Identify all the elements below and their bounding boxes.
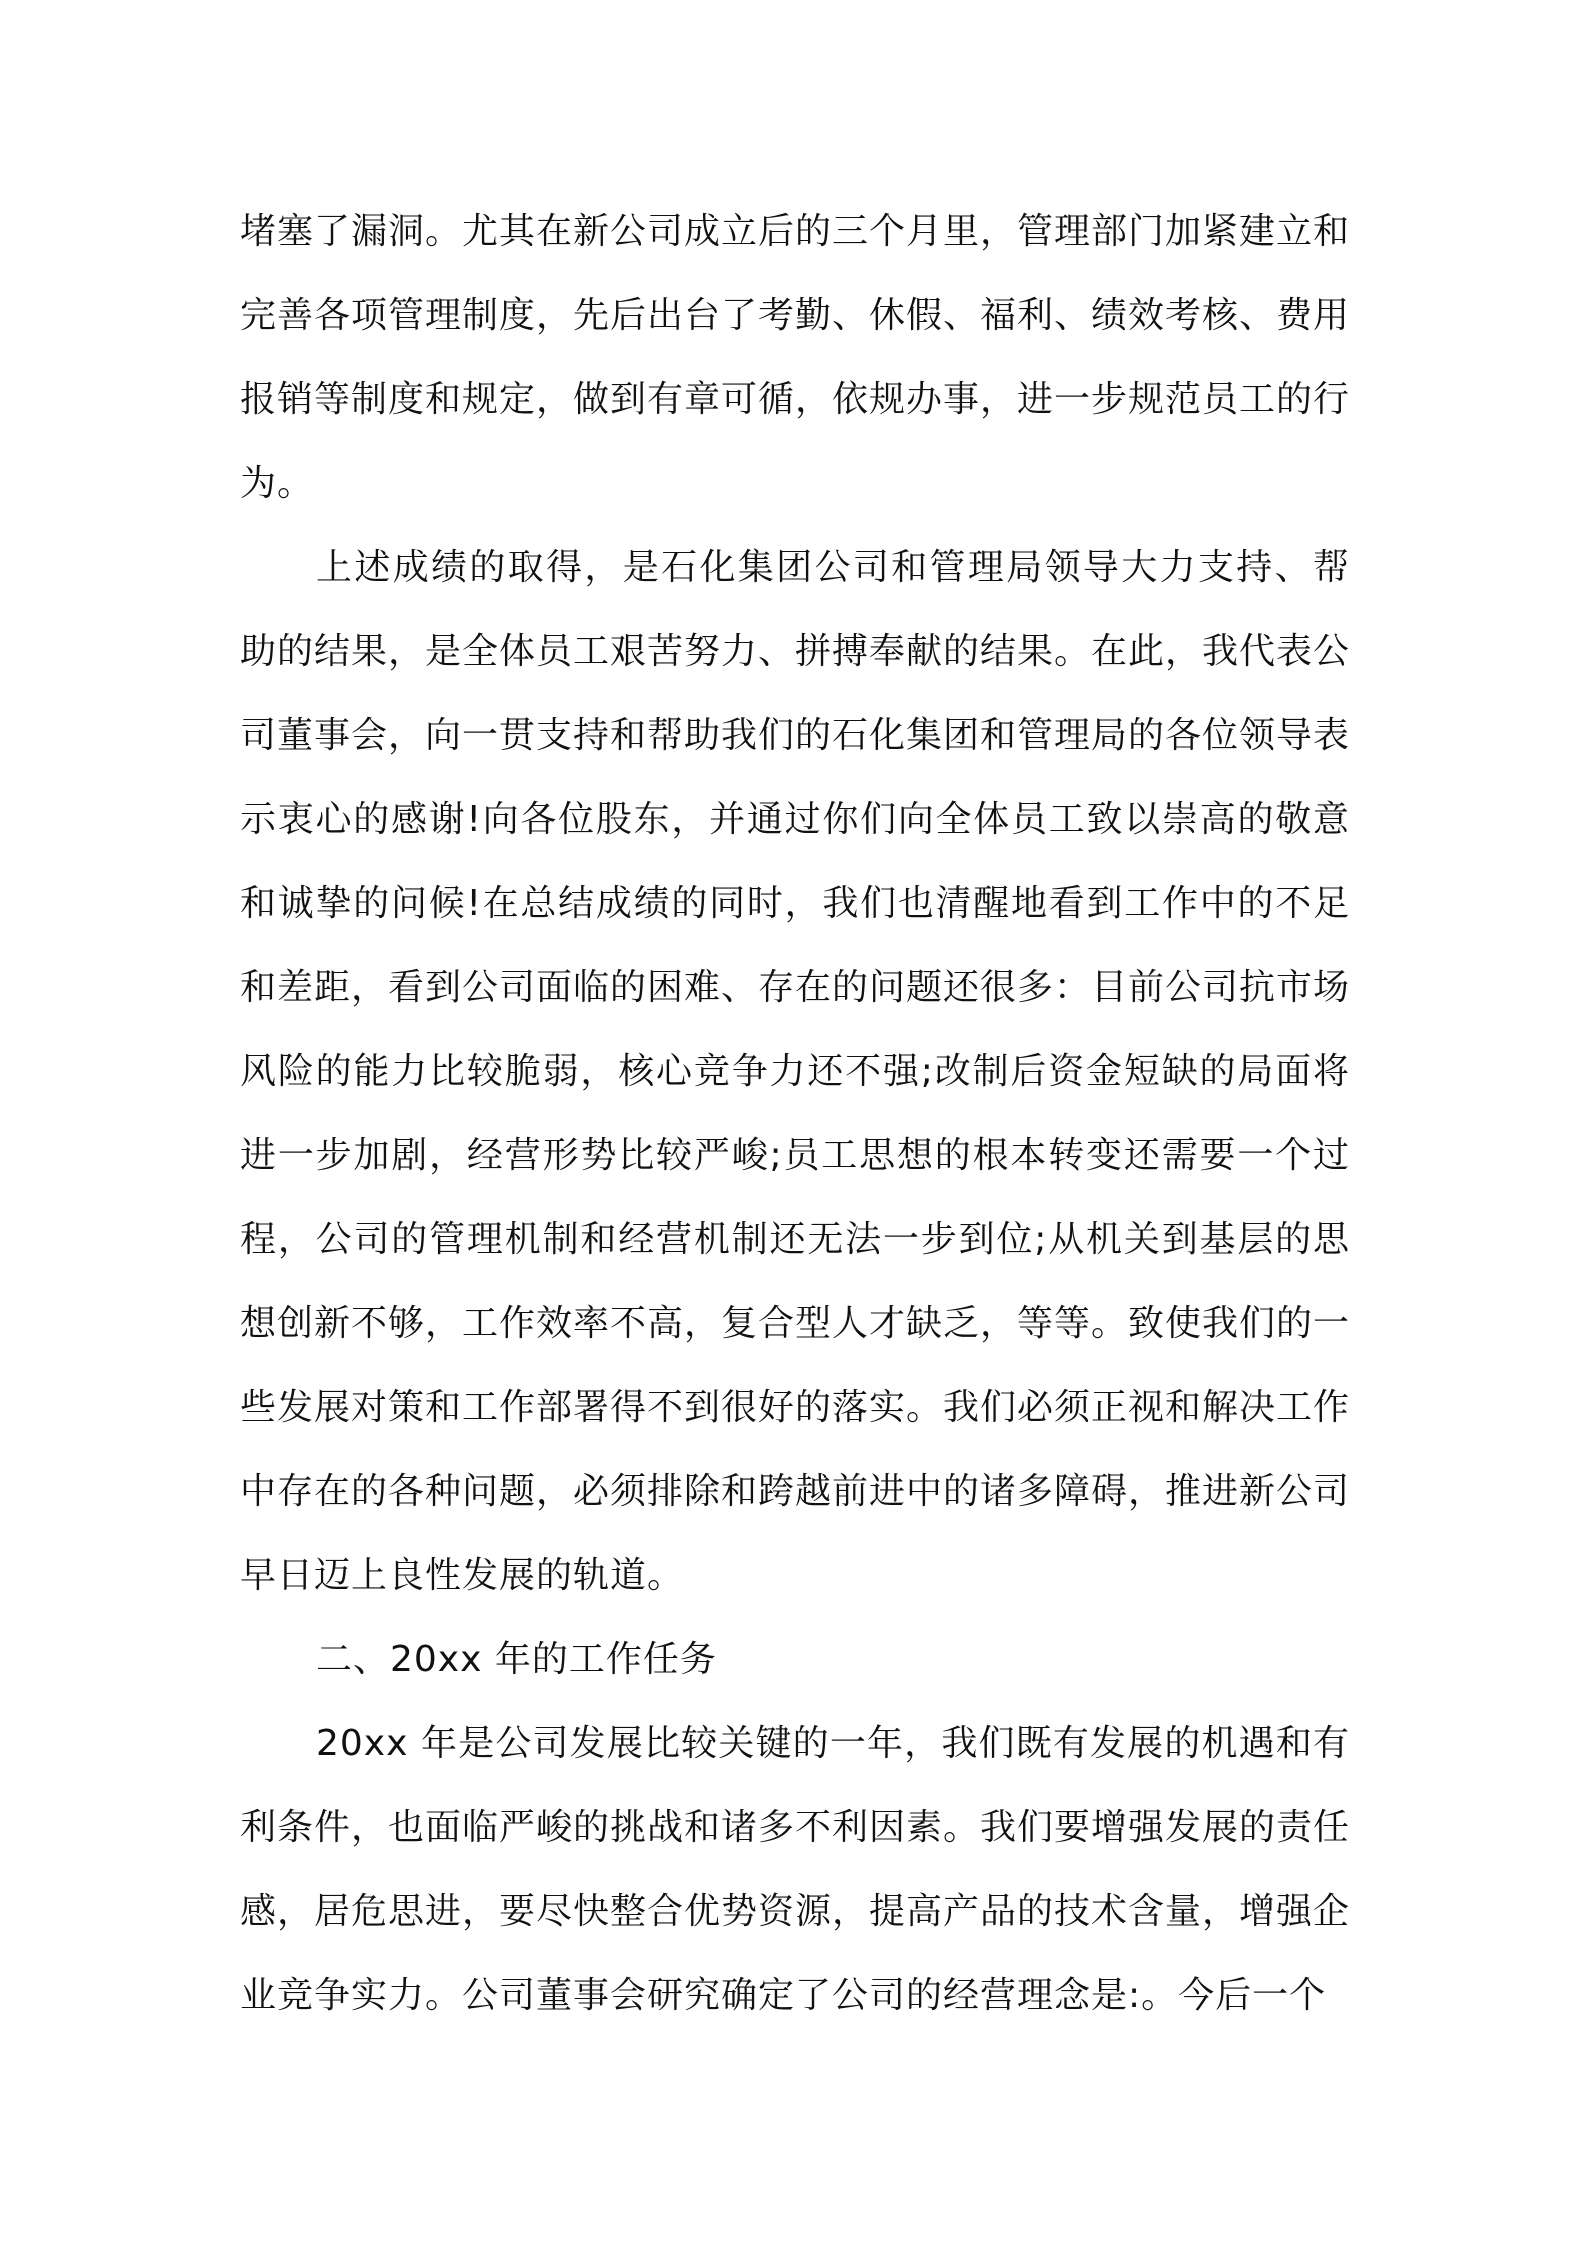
- paragraph-management-systems: 堵塞了漏洞。尤其在新公司成立后的三个月里，管理部门加紧建立和完善各项管理制度，先后出台了考勤、休假、福利、绩效考核、费用报销等制度和规定，做到有章可循，依规办事，进一步规范员工的行为。: [240, 211, 1351, 504]
- document-page: [240, 190, 1350, 2038]
- paragraph-work-tasks: 20xx 年是公司发展比较关键的一年，我们既有发展的机遇和有利条件，也面临严峻的挑战和诸多不利因素。我们要增强发展的责任感，居危思进，要尽快整合优势资源，提高产品的技术含量，增强企业竞争实力。公司董事会研究确定了公司的经营理念是:。今后一个: [240, 1723, 1351, 2016]
- paragraph-achievements-and-gaps: 上述成绩的取得，是石化集团公司和管理局领导大力支持、帮助的结果，是全体员工艰苦努力、拼搏奉献的结果。在此，我代表公司董事会，向一贯支持和帮助我们的石化集团和管理局的各位领导表示衷心的感谢!向各位股东，并通过你们向全体员工致以崇高的敬意和诚挚的问候!在总结成绩的同时，我们也清醒地看到工作中的不足和差距，看到公司面临的困难、存在的问题还很多：目前公司抗市场风险的能力比较脆弱，核心竞争力还不强;改制后资金短缺的局面将进一步加剧，经营形势比较严峻;员工思想的根本转变还需要一个过程，公司的管理机制和经营机制还无法一步到位;从机关到基层的思想创新不够，工作效率不高，复合型人才缺乏，等等。致使我们的一些发展对策和工作部署得不到很好的落实。我们必须正视和解决工作中存在的各种问题，必须排除和跨越前进中的诸多障碍，推进新公司早日迈上良性发展的轨道。: [240, 547, 1351, 1596]
- section-heading: 二、20xx 年的工作任务: [316, 1639, 717, 1680]
